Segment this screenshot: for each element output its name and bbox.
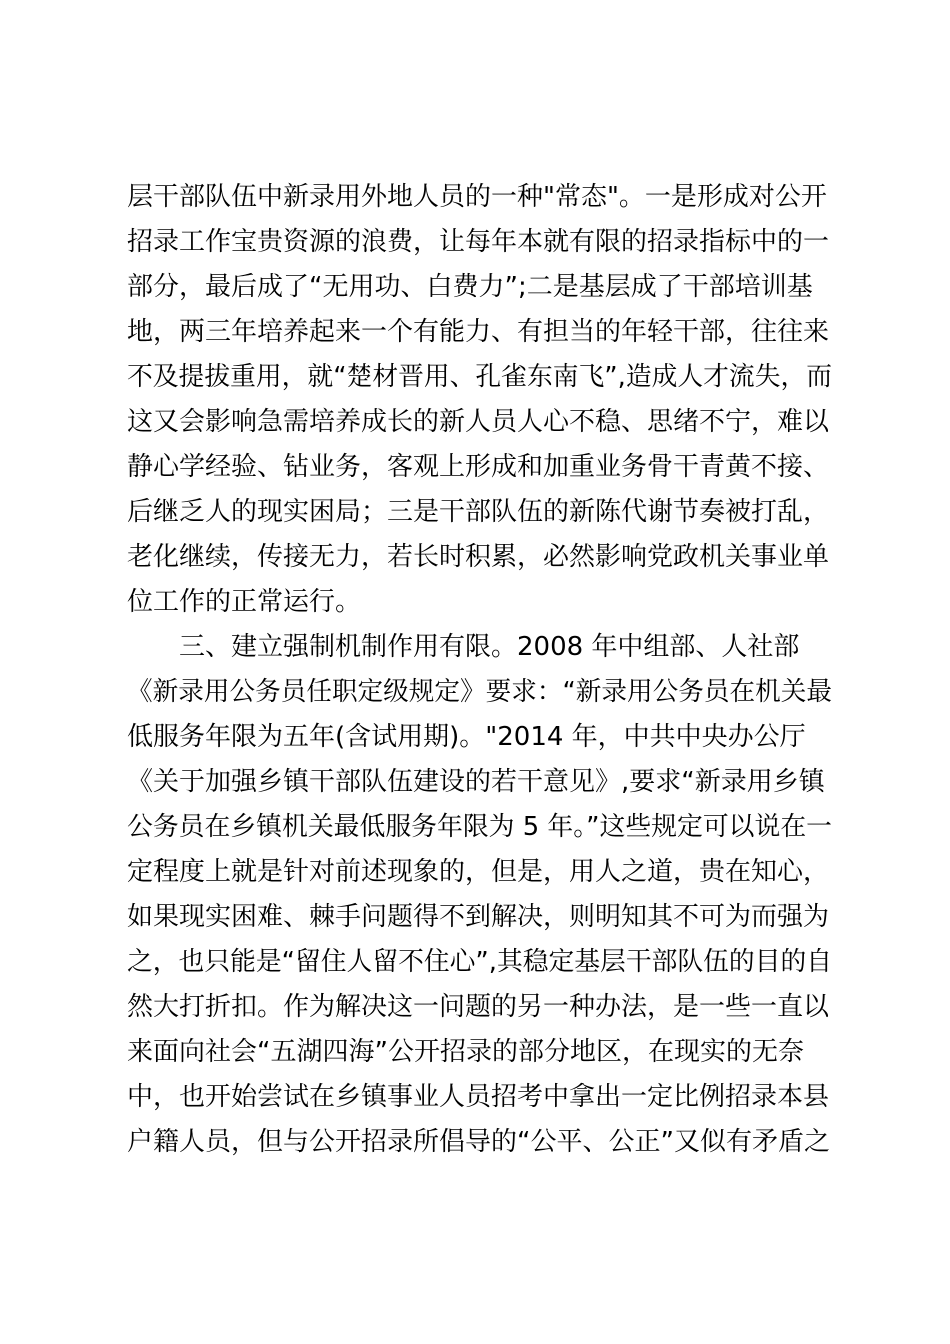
text-line-1: 层干部队伍中新录用外地人员的一种"常态"。一是形成对公开 xyxy=(127,182,827,212)
text-line-17: 如果现实困难、棘手问题得不到解决，则明知其不可为而强为 xyxy=(127,902,830,932)
text-line-10: 位工作的正常运行。 xyxy=(127,587,362,617)
text-line-2: 招录工作宝贵资源的浪费，让每年本就有限的招录指标中的一 xyxy=(127,227,830,257)
text-line-7: 静心学经验、钻业务，客观上形成和加重业务骨干青黄不接、 xyxy=(127,452,830,482)
text-line-18: 之，也只能是“留住人留不住心”,其稳定基层干部队伍的目的自 xyxy=(127,947,833,977)
text-line-14: 《关于加强乡镇干部队伍建设的若干意见》,要求“新录用乡镇 xyxy=(127,767,825,797)
document-body xyxy=(127,175,832,1165)
text-line-8: 后继乏人的现实困局；三是干部队伍的新陈代谢节奏被打乱， xyxy=(127,497,830,527)
text-line-13: 低服务年限为五年(含试用期)。"2014 年，中共中央办公厅 xyxy=(127,722,806,752)
paragraph-heading-line: 三、建立强制机制作用有限。2008 年中组部、人社部 xyxy=(179,632,800,662)
text-line-6: 这又会影响急需培养成长的新人员人心不稳、思绪不宁，难以 xyxy=(127,407,830,437)
text-line-12: 《新录用公务员任职定级规定》要求：“新录用公务员在机关最 xyxy=(127,677,832,707)
text-line-20: 来面向社会“五湖四海”公开招录的部分地区，在现实的无奈 xyxy=(127,1037,804,1067)
text-line-3: 部分，最后成了“无用功、白费力”;二是基层成了干部培训基 xyxy=(127,272,813,302)
text-line-5: 不及提拔重用，就“楚材晋用、孔雀东南飞”,造成人才流失，而 xyxy=(127,362,833,392)
text-line-19: 然大打折扣。作为解决这一问题的另一种办法，是一些一直以 xyxy=(127,992,830,1022)
text-line-15: 公务员在乡镇机关最低服务年限为 5 年。”这些规定可以说在一 xyxy=(127,812,833,842)
text-line-21: 中，也开始尝试在乡镇事业人员招考中拿出一定比例招录本县 xyxy=(127,1082,830,1112)
text-line-4: 地，两三年培养起来一个有能力、有担当的年轻干部，往往来 xyxy=(127,317,830,347)
text-line-16: 定程度上就是针对前述现象的，但是，用人之道，贵在知心， xyxy=(127,857,830,887)
text-line-9: 老化继续，传接无力，若长时积累，必然影响党政机关事业单 xyxy=(127,542,830,572)
text-line-22: 户籍人员，但与公开招录所倡导的“公平、公正”又似有矛盾之 xyxy=(127,1127,830,1157)
